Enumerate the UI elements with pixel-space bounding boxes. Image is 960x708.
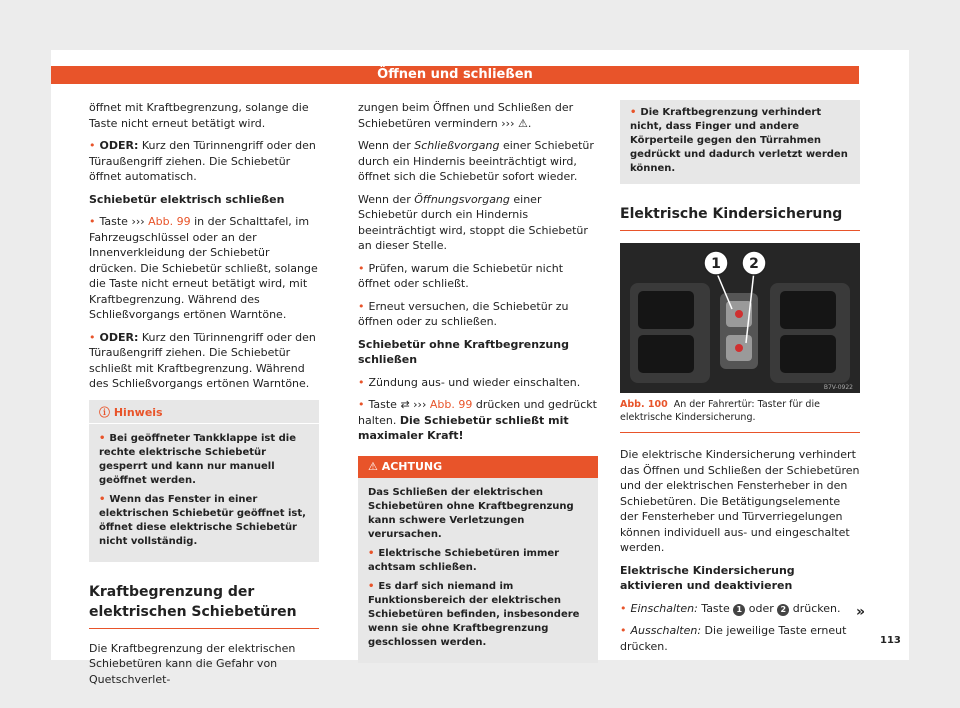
bullet-item: • Zündung aus- und wieder einschalten. [358, 375, 598, 391]
paragraph: Wenn der Schließvorgang einer Schiebetür durch ein Hindernis beeinträchtigt wird, öffnet sich die Schiebetür sofort wieder. [358, 139, 594, 183]
door-switch-illustration [620, 243, 860, 393]
note-title: ⓘ Hinweis [89, 406, 319, 424]
bullet-item: • Erneut versuchen, die Schiebetür zu öffnen oder zu schließen. [358, 299, 598, 330]
paragraph: Wenn der Öffnungsvorgang einer Schiebetür durch ein Hindernis beeinträchtigt wird, stoppt die Schiebetür an dieser Stelle. [358, 192, 588, 252]
column-3 [620, 100, 860, 661]
warning-box [358, 456, 598, 663]
note-box: • Die Kraftbegrenzung verhindert nicht, dass Finger und andere Körperteile gegen den Türrahmen gedrückt und dadurch verletzt werden können. [620, 100, 860, 184]
warning-text: Das Schließen der elektrischen Schiebetüren ohne Kraftbegrenzung kann schwere Verletzungen verursachen. [368, 486, 574, 540]
bullet-item: • ODER: Kurz den Türinnengriff oder den Türaußengriff ziehen. Die Schiebetür öffnet automatisch. [89, 138, 319, 185]
bullet-item: • Einschalten: Taste 1 oder 2 drücken. [620, 601, 860, 617]
figure-caption: Abb. 100 An der Fahrertür: Taster für die elektrische Kindersicherung. [620, 398, 860, 433]
subheading: Schiebetür elektrisch schließen [89, 192, 285, 206]
info-icon: ⓘ [99, 405, 114, 419]
section-heading: Elektrische Kindersicherung [620, 204, 860, 231]
button-ref-2: 2 [777, 604, 789, 616]
page-title: Öffnen und schließen [377, 67, 533, 82]
figure-door-switches [620, 243, 860, 393]
note-item: • Wenn das Fenster in einer elektrischen Schiebetür geöffnet ist, öffnet diese elektrische Schiebetür nicht vollständig. [99, 493, 309, 549]
bullet-item: • Taste ⇄ ››› Abb. 99 drücken und gedrückt halten. Die Schiebetür schließt mit maximaler Kraft! [358, 397, 598, 444]
column-2 [358, 100, 598, 663]
note-box [89, 400, 319, 562]
bullet-item: • Taste ››› Abb. 99 in der Schalttafel, im Fahrzeugschlüssel oder an der Innenverkleidung der Schiebetür drücken. Die Schiebetür schließt, solange die Taste nicht erneut betätigt wird, mit Kraftbegrenzung. Während des Schließvorgangs ertönen Warntöne. [89, 214, 319, 323]
warning-title: ⚠ ACHTUNG [358, 456, 598, 478]
callout-2: 2 [749, 256, 759, 272]
column-1 [89, 100, 319, 694]
callout-1: 1 [711, 256, 721, 272]
note-item: • Bei geöffneter Tankklappe ist die rechte elektrische Schiebetür gesperrt und kann nur manuell geöffnet werden. [99, 432, 309, 488]
figure-link[interactable]: Abb. 99 [148, 215, 191, 228]
continue-marker: » [856, 604, 866, 620]
paragraph: Die elektrische Kindersicherung verhindert das Öffnen und Schließen der Schiebetüren und der elektrischen Fensterheber in den Schiebetüren. Die Betätigungselemente der Fensterheber und Türverriegelungen können individuell aus- und eingeschaltet werden. [620, 448, 860, 554]
paragraph: Die Kraftbegrenzung der elektrischen Schiebetüren kann die Gefahr von Quetschverlet- [89, 641, 296, 686]
figure-code: B7V-0922 [823, 384, 853, 391]
header-bar [51, 66, 859, 84]
paragraph: öffnet mit Kraftbegrenzung, solange die Taste nicht erneut betätigt wird. [89, 101, 309, 130]
bullet-item: • Ausschalten: Die jeweilige Taste erneut drücken. [620, 623, 860, 654]
page-number: 113 [880, 635, 901, 646]
section-heading: Kraftbegrenzung der elektrischen Schiebetüren [89, 582, 319, 629]
warning-item: • Es darf sich niemand im Funktionsbereich der elektrischen Schiebetüren befinden, insbesondere wenn sie ohne Kraftbegrenzung geschlossen werden. [368, 580, 588, 650]
button-ref-1: 1 [733, 604, 745, 616]
bullet-item: • ODER: Kurz den Türinnengriff oder den Türaußengriff ziehen. Die Schiebetür schließt mit Kraftbegrenzung. Während des Schließvorgangs ertönen Warntöne. [89, 330, 319, 392]
warning-item: • Elektrische Schiebetüren immer achtsam schließen. [368, 547, 588, 575]
paragraph: zungen beim Öffnen und Schließen der Schiebetüren vermindern ››› ⚠. [358, 101, 574, 130]
bullet-item: • Prüfen, warum die Schiebetür nicht öffnet oder schließt. [358, 261, 598, 292]
subheading: Schiebetür ohne Kraftbegrenzung schließen [358, 337, 569, 366]
figure-link[interactable]: Abb. 99 [429, 398, 473, 411]
subheading: Elektrische Kindersicherung aktivieren und deaktivieren [620, 563, 795, 592]
